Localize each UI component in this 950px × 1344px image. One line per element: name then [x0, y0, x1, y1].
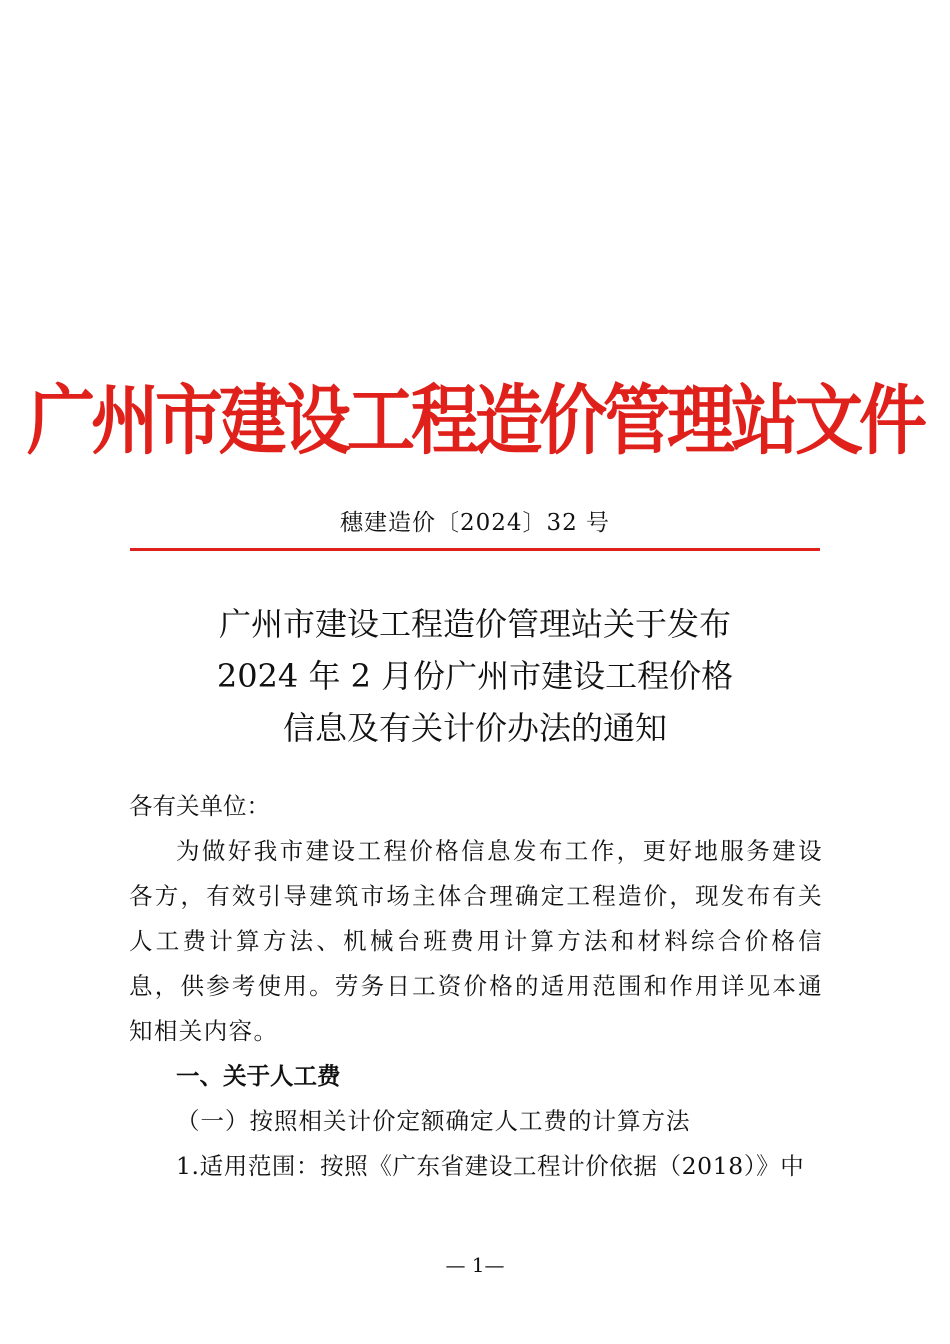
document-number: 穗建造价〔2024〕32 号 [339, 510, 611, 536]
title-line-1: 广州市建设工程造价管理站关于发布 [218, 605, 731, 643]
title-line-2: 2024 年 2 月份广州市建设工程价格 [216, 657, 734, 695]
issuer-header: 广州市建设工程造价管理站文件 [26, 377, 923, 467]
subsection-heading: （一）按照相关计价定额确定人工费的计算方法 [176, 1107, 691, 1135]
page-number: — 1— [445, 1253, 505, 1277]
salutation: 各有关单位： [129, 792, 270, 820]
title-line-3: 信息及有关计价办法的通知 [282, 709, 667, 747]
intro-paragraph: 为做好我市建设工程价格信息发布工作，更好地服务建设各方，有效引导建筑市场主体合理确定工程造价，现发布有关人工费计算方法、机械台班费用计算方法和材料综合价格信息，供参考使用。劳务日工资价格的适用范围和作用详见本通知相关内容。 [129, 837, 823, 1045]
section-heading-labor-cost: 一、关于人工费 [176, 1062, 341, 1090]
red-separator-line [130, 548, 820, 551]
item-1-text: 1.适用范围：按照《广东省建设工程计价依据（2018）》中 [176, 1152, 805, 1180]
document-body [129, 784, 823, 1189]
document-title [120, 598, 830, 754]
